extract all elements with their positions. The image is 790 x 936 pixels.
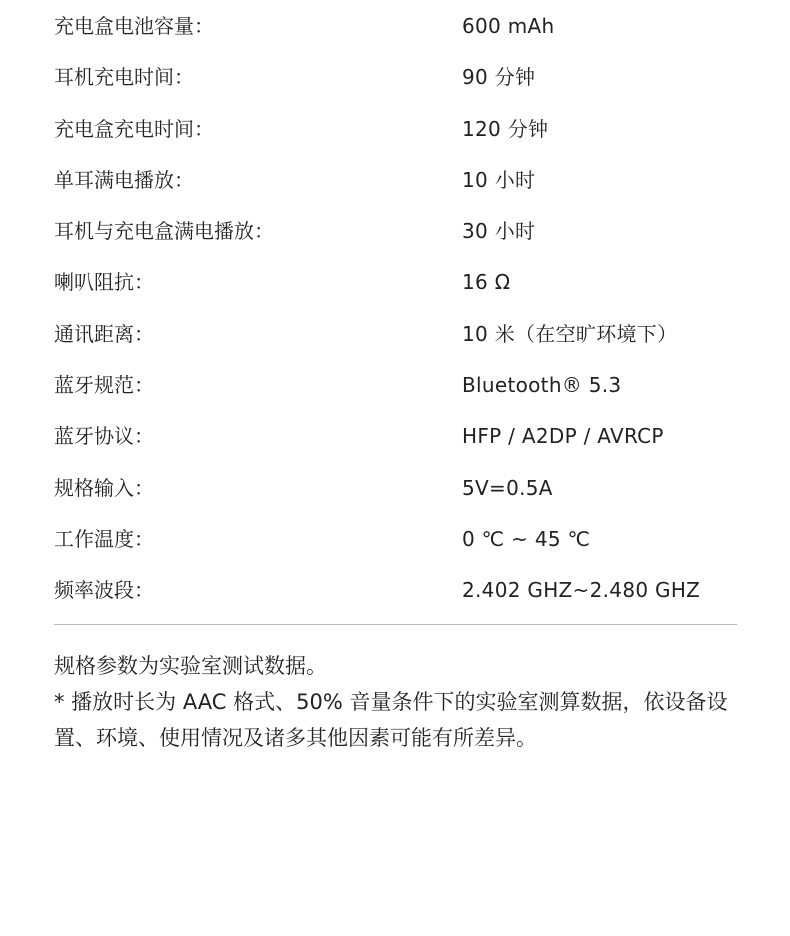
spec-value: 10 米（在空旷环境下）	[462, 321, 678, 346]
spec-value: 2.402 GHZ~2.480 GHZ	[462, 578, 701, 603]
spec-value: 5V=0.5A	[462, 475, 553, 500]
spec-row-bluetooth-profiles	[54, 410, 737, 461]
spec-value: 120 分钟	[462, 116, 549, 141]
footnote-playback-disclaimer: * 播放时长为 AAC 格式、50% 音量条件下的实验室测算数据，依设备设置、环境、使用情况及诸多其他因素可能有所差异。	[54, 690, 728, 750]
spec-label: 喇叭阻抗：	[54, 270, 154, 295]
spec-row-bluetooth-version	[54, 359, 737, 410]
spec-label: 耳机充电时间：	[54, 65, 194, 90]
spec-row-total-playback	[54, 205, 737, 256]
spec-row-single-playback	[54, 154, 737, 205]
spec-label: 充电盒充电时间：	[54, 116, 214, 141]
spec-row-operating-temperature	[54, 513, 737, 564]
footnotes	[54, 648, 744, 756]
spec-row-frequency-band	[54, 564, 737, 615]
footnote-lab-data: 规格参数为实验室测试数据。	[54, 654, 327, 678]
spec-label: 充电盒电池容量：	[54, 14, 214, 38]
spec-value: 30 小时	[462, 219, 536, 244]
spec-value: 0 ℃ ~ 45 ℃	[462, 526, 591, 551]
spec-label: 单耳满电播放：	[54, 167, 194, 192]
spec-label: 通讯距离：	[54, 321, 154, 346]
spec-label: 蓝牙协议：	[54, 424, 154, 449]
spec-value: 600 mAh	[462, 14, 555, 38]
spec-label: 规格输入：	[54, 475, 154, 500]
spec-row-battery-capacity	[54, 0, 737, 51]
spec-label: 蓝牙规范：	[54, 373, 154, 398]
spec-label: 耳机与充电盒满电播放：	[54, 219, 274, 244]
spec-value: 16 Ω	[462, 270, 511, 295]
spec-label: 频率波段：	[54, 578, 154, 603]
spec-row-range	[54, 308, 737, 359]
spec-value: Bluetooth® 5.3	[462, 373, 622, 398]
spec-value: 10 小时	[462, 167, 536, 192]
spec-value: HFP / A2DP / AVRCP	[462, 424, 664, 449]
divider	[54, 624, 737, 625]
spec-row-input	[54, 462, 737, 513]
spec-row-impedance	[54, 256, 737, 307]
spec-row-earbud-charge-time	[54, 51, 737, 102]
spec-label: 工作温度：	[54, 526, 154, 551]
spec-table	[54, 0, 737, 616]
spec-value: 90 分钟	[462, 65, 536, 90]
spec-row-case-charge-time	[54, 103, 737, 154]
